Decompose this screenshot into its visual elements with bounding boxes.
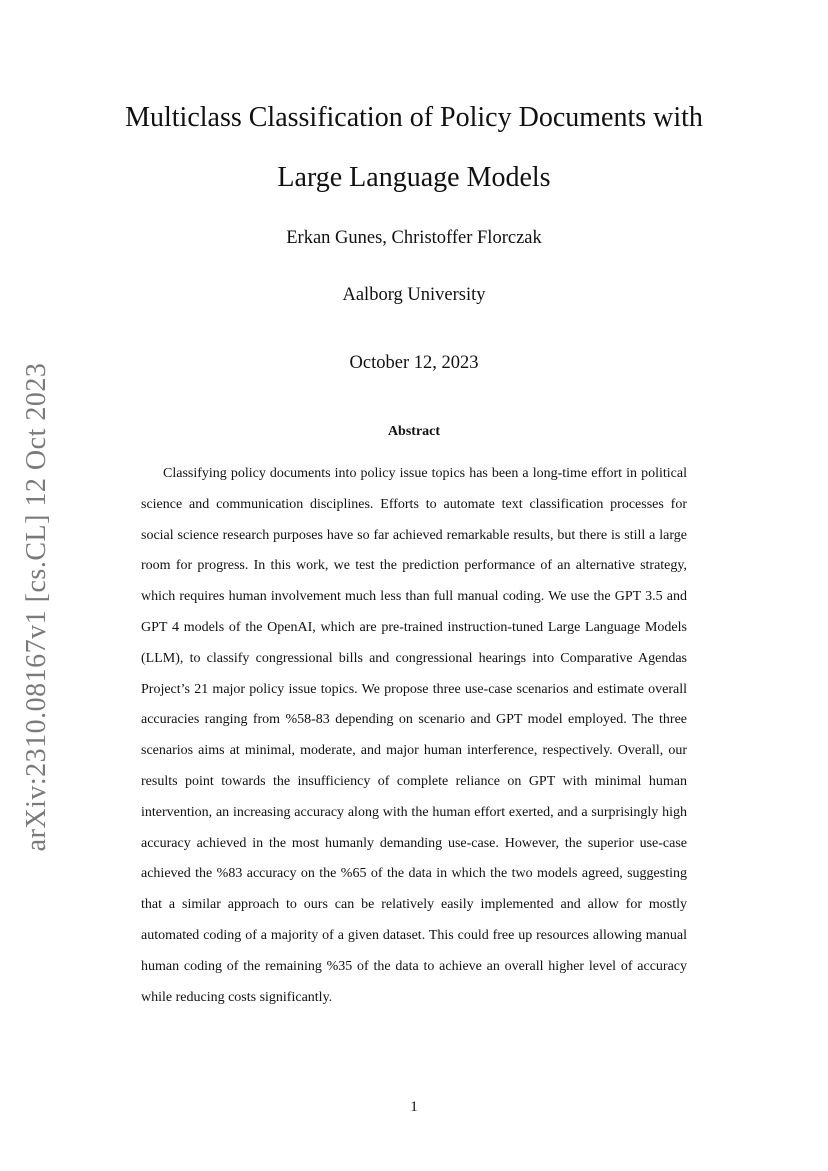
author-list: Erkan Gunes, Christoffer Florczak xyxy=(286,228,542,248)
publication-date: October 12, 2023 xyxy=(349,353,479,373)
paper-title: Multiclass Classification of Policy Documents with Large Language Models xyxy=(125,102,703,193)
abstract-heading: Abstract xyxy=(387,424,441,439)
abstract-body: Classifying policy documents into policy issue topics has been a long-time effort in political science and communication disciplines. Efforts to automate text classification processes for social science research purposes have so far achieved remarkable results, but there is still a large room for progress. In this work, we test the prediction performance of an alternative strategy, which requires human involvement much less than full manual coding. We use the GPT 3.5 and GPT 4 models of the OpenAI, which are pre-trained instruction-tuned Large Language Models (LLM), to classify congressional bills and congressional hearings into Comparative Agendas Project’s 21 major policy issue topics. We propose three use-case scenarios and estimate overall accuracies ranging from %58-83 depending on scenario and GPT model employed. The three scenarios aims at minimal, moderate, and major human interference, respectively. Overall, our results point towards the insufficiency of complete reliance on GPT with minimal human intervention, an increasing accuracy along with the human effort exerted, and a surprisingly high accuracy achieved in the most humanly demanding use-case. However, the superior use-case achieved the %83 accuracy on the %65 of the data in which the two models agreed, suggesting that a similar approach to ours can be relatively easily implemented and allow for mostly automated coding of a majority of a given dataset. This could free up resources allowing manual human coding of the remaining %35 of the data to achieve an overall higher level of accuracy while reducing costs significantly. xyxy=(141,466,687,1005)
arxiv-identifier: arXiv:2310.08167v1 [cs.CL] 12 Oct 2023 xyxy=(21,362,52,852)
affiliation: Aalborg University xyxy=(342,285,486,305)
page-number: 1 xyxy=(410,1099,418,1115)
